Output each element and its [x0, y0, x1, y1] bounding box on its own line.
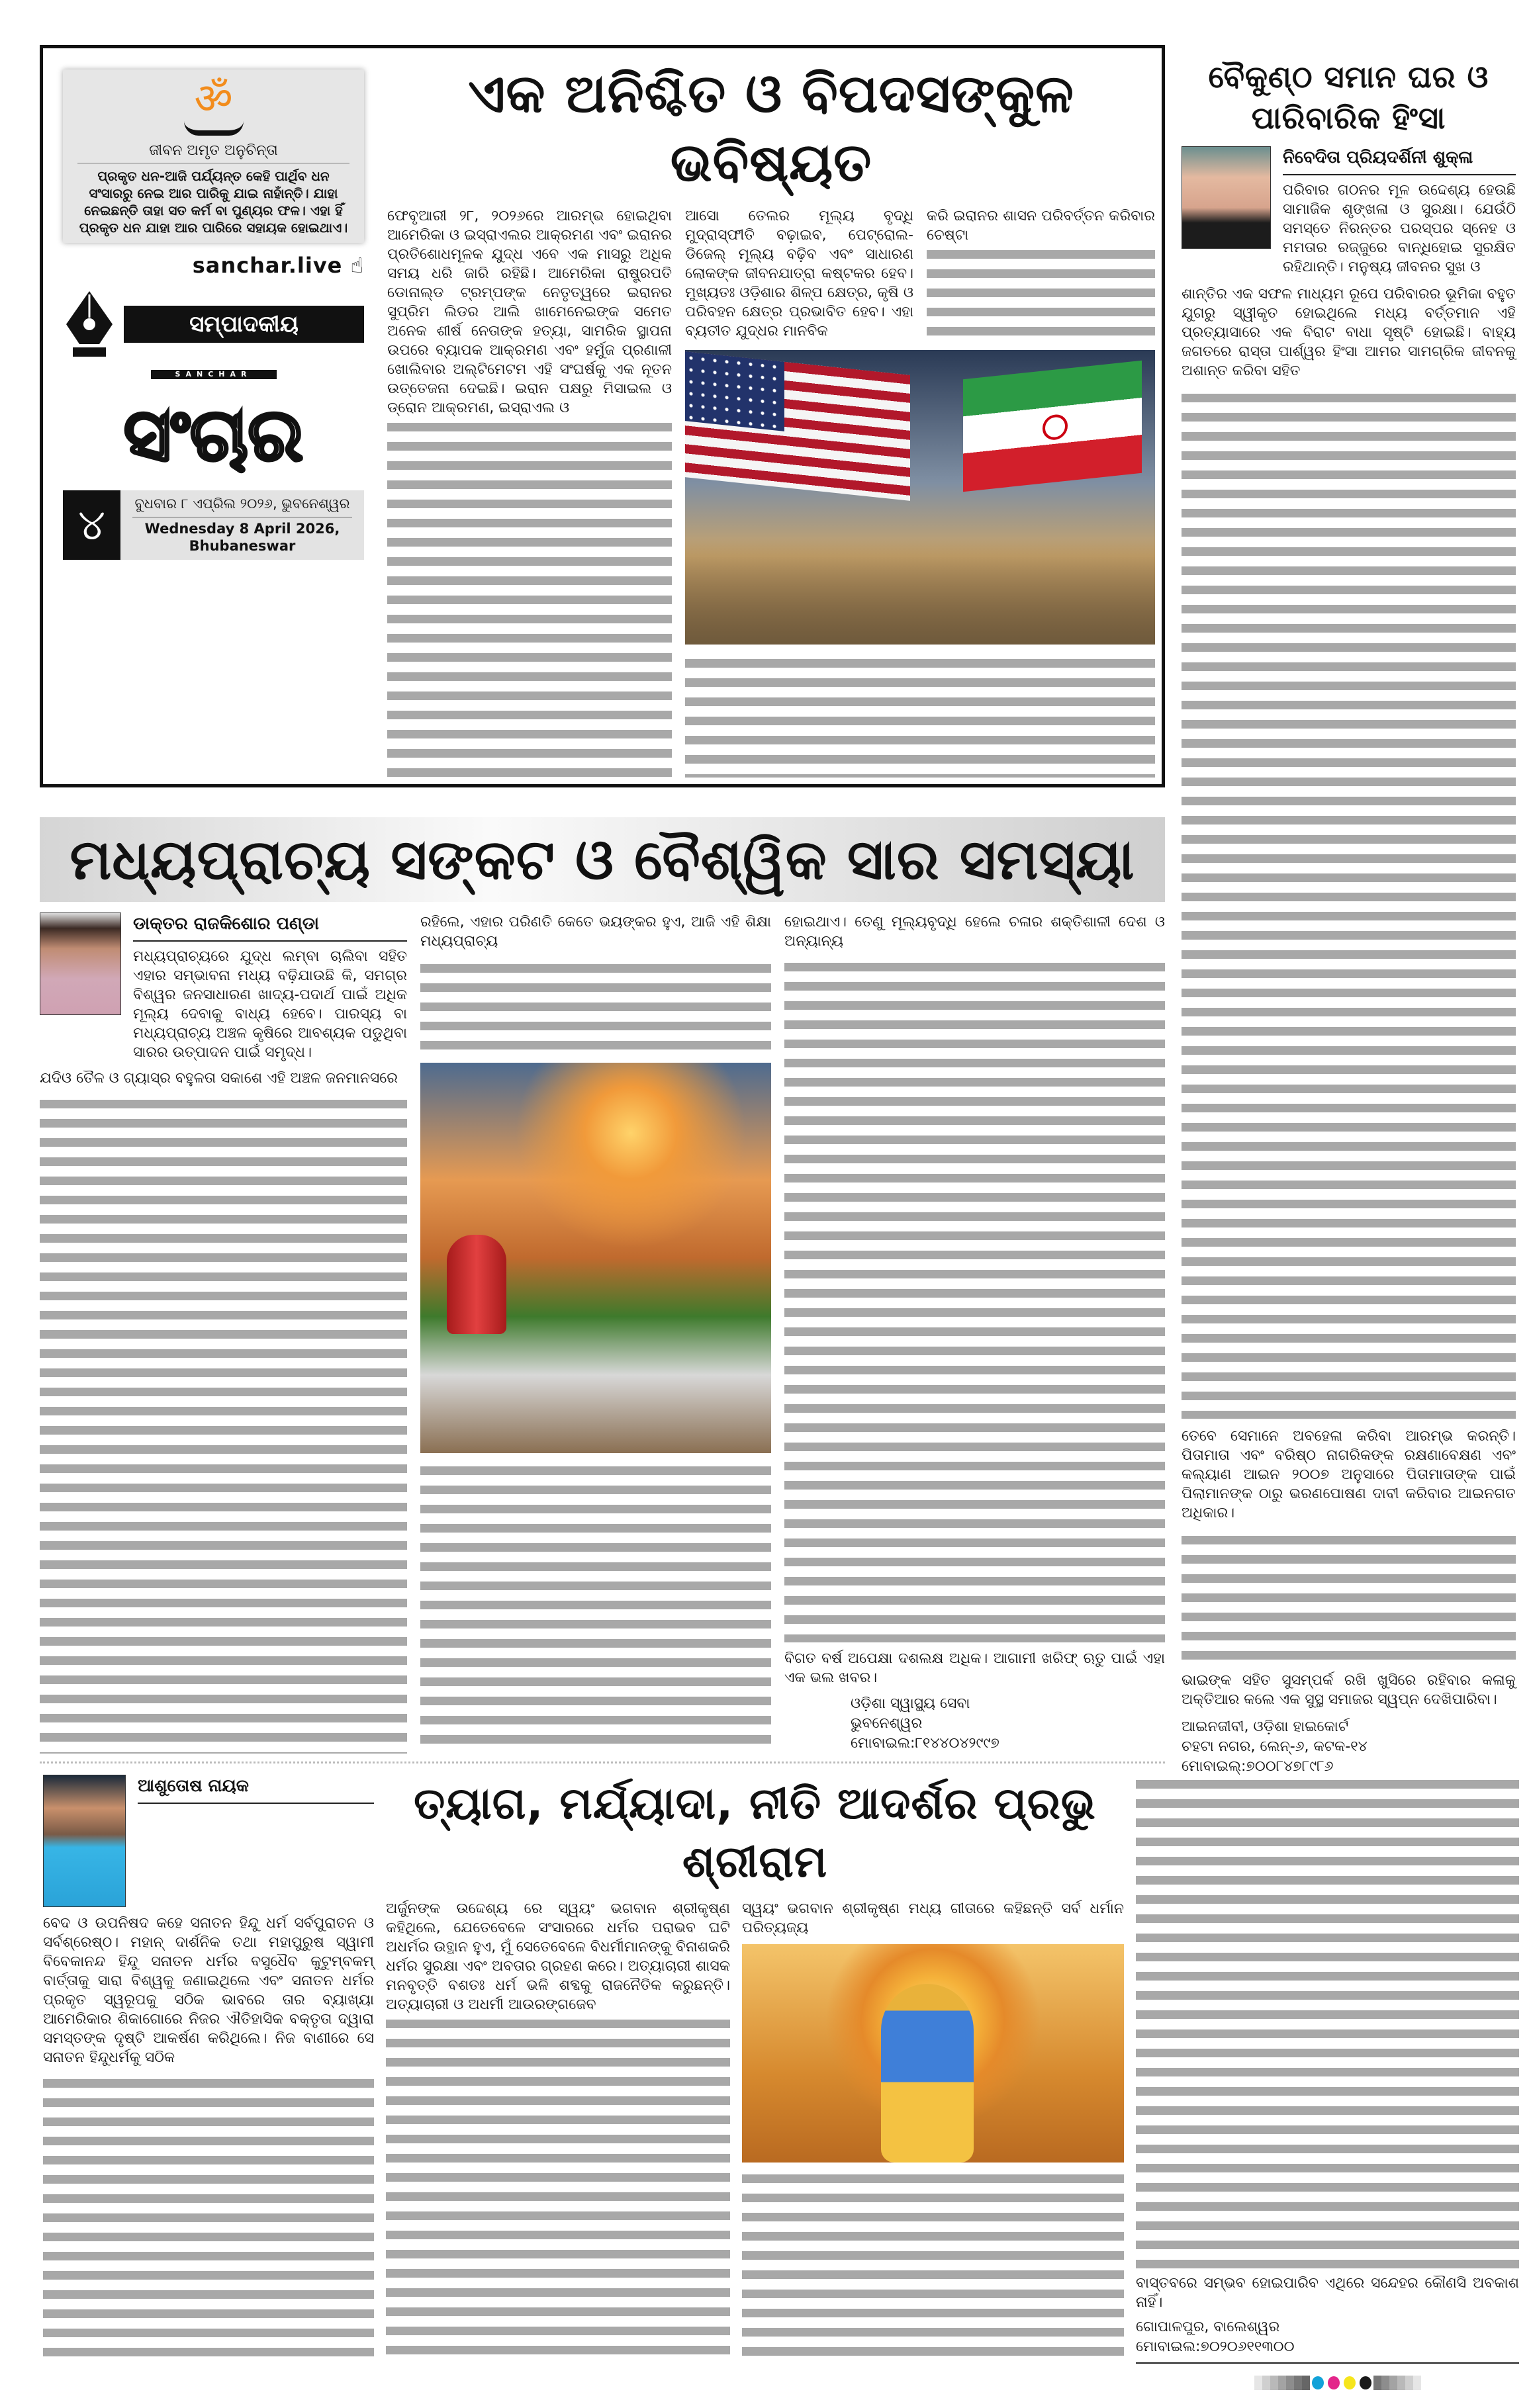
author-address: ଭୁବନେଶ୍ୱର [851, 1715, 923, 1732]
date-row [63, 490, 364, 560]
quote-text: ପ୍ରକୃତ ଧନ-ଆଜି ପର୍ଯ୍ୟନ୍ତ କେହି ପାର୍ଥିବ ଧନ ସଂସାରରୁ ନେଇ ଆର ପାରିକୁ ଯାଇ ନାହାଁନ୍ତି। ଯାହା ନେଇଛନ୍ତି ତାହା ସତ କର୍ମ ବା ପୁଣ୍ୟର ଫଳ। ଏହା ହିଁ ପ୍ରକୃତ ଧନ ଯାହା ଆର ପାରିରେ ସହାୟକ ହୋଇଥାଏ। [79, 168, 348, 236]
text-lines [386, 2014, 730, 2364]
yellow-dot [1344, 2376, 1356, 2389]
rama-intro-text: ବେଦ ଓ ଉପନିଷଦ କହେ ସନାତନ ହିନ୍ଦୁ ଧର୍ମ ସର୍ବପୁରାତନ ଓ ସର୍ବଶ୍ରେଷ୍ଠ। ମହାନ୍ ଦାର୍ଶନିକ ତଥା ମହାପୁରୁଷ ସ୍ୱାମୀ ବିବେକାନନ୍ଦ ହିନ୍ଦୁ ସନାତନ ଧର୍ମର ବସୁଧୈବ କୁଟୁମ୍ବକମ୍ ବାର୍ତ୍ତାକୁ ସାରା ବିଶ୍ୱକୁ ଜଣାଇଥିଲେ ଏବଂ ସନାତନ ଧର୍ମର ପ୍ରକୃତ ସ୍ୱରୂପକୁ ସଠିକ ଭାବରେ ତାର ବ୍ୟାଖ୍ୟା ଆମେରିକାର ଶିକାଗୋରେ ନିଜର ଐତିହାସିକ ବକ୍ତୃତା ଦ୍ୱାରା ସମସ୍ତଙ୍କ ଦୃଷ୍ଟି ଆକର୍ଷଣ କରିଥିଲେ। ନିଜ ବାଣୀରେ ସେ ସନାତନ ହିନ୍ଦୁଧର୍ମକୁ ସଠିକ [43, 1915, 374, 2066]
author-mobile: ମୋବାଇଲ:୮୧୪୪୦୪୨୯୯୭ [851, 1735, 999, 1752]
us-flag [685, 351, 910, 501]
rama-col2-text: ଅର୍ଜୁନଙ୍କ ଉଦ୍ଦେଶ୍ୟ ରେ ସ୍ୱୟଂ ଭଗବାନ ଶ୍ରୀକୃଷ୍ଣ କହିଥିଲେ, ଯେତେବେଳେ ସଂସାରରେ ଧର୍ମର ପରାଭବ ଘଟି ଅଧର୍ମର ଉତ୍ଥାନ ହୁଏ, ମୁଁ ସେତେବେଳେ ବିଧର୍ମୀମାନଙ୍କୁ ବିନାଶକରି ଧର୍ମର ସୁରକ୍ଷା ଏବଂ ଅବତାର ଗ୍ରହଣ କରେ। ଅତ୍ୟାଚାରୀ ଶାସକ ମନବୃତ୍ତି ବଶତଃ ଧର୍ମ ଭଳି ଶବ୍ଦକୁ ରାଜନୈତିକ କରୁଛନ୍ତି। ଅତ୍ୟାଚାରୀ ଓ ଅଧର୍ମୀ ଆଉରଙ୍ଗଜେବ [386, 1900, 730, 2013]
fertilizer-industry-image [420, 1063, 771, 1453]
rama-column-3 [742, 1899, 1124, 2364]
rama-column-4 [1136, 1775, 1519, 2364]
fertilizer-col3-text: ହୋଇଥାଏ। ତେଣୁ ମୂଲ୍ୟବୃଦ୍ଧି ହେଲେ ଚଳାର ଶକ୍ତିଶାଳୀ ଦେଶ ଓ ଅନ୍ୟାନ୍ୟ [784, 914, 1165, 950]
quote-title: ଜୀବନ ଅମୃତ ଅନୁଚିନ୍ତା [77, 141, 349, 163]
family-article-body-text: ଶାନ୍ତିର ଏକ ସଫଳ ମାଧ୍ୟମ ରୂପେ ପରିବାରର ଭୂମିକା ବହୁତ ଯୁଗରୁ ସ୍ୱୀକୃତ ହୋଇଥିଲେ ମଧ୍ୟ ବର୍ତ୍ତମାନ ଏହି ପ୍ରତ୍ୟାସାରେ ଏକ ବିରାଟ ବାଧା ସୃଷ୍ଟି ହୋଇଛି। ବାହ୍ୟ ଜଗତରେ ରାସ୍ତା ପାର୍ଶ୍ୱର ହିଂସା ଆମର ସାମଗ୍ରିକ ଜୀବନକୁ ଅଶାନ୍ତ କରିବା ସହିତ [1182, 286, 1516, 379]
pointer-hand-icon: ☝ [350, 253, 364, 278]
masthead-logo: ସଂଚାର [123, 392, 304, 477]
sidebar [63, 69, 364, 774]
iran-flag [963, 361, 1142, 492]
section-label-editorial: ସମ୍ପାଦକୀୟ [124, 306, 364, 343]
author-address: ଗୋପାଳପୁର, ବାଲେଶ୍ୱର [1136, 2319, 1280, 2335]
rama-article-headline: ତ୍ୟାଗ, ମର୍ଯ୍ୟାଦା, ନୀତି ଆଦର୍ଶର ପ୍ରଭୁ ଶ୍ରୀରାମ [414, 1778, 1096, 1887]
author-photo-ashutosh [43, 1775, 126, 1907]
fertilizer-article-headline: ମଧ୍ୟପ୍ରାଚ୍ୟ ସଙ୍କଟ ଓ ବୈଶ୍ୱିକ ସାର ସମସ୍ୟା [70, 827, 1135, 892]
editorial-label-row [63, 288, 364, 361]
text-lines [1182, 388, 1516, 1419]
rama-center [386, 1775, 1124, 2364]
fertilizer-col1-text: ଯଦିଓ ତୈଳ ଓ ଗ୍ୟାସ୍‌ର ବହୁଳତା ସକାଶେ ଏହି ଅଞ୍ଚଳ ଜନମାନସରେ [40, 1070, 398, 1087]
rama-column-2 [386, 1899, 730, 2364]
editorial-article [387, 60, 1155, 778]
fertilizer-columns [40, 913, 1165, 1754]
editorial-columns [387, 206, 1155, 778]
author-title: ଆଇନଜୀବୀ, ଓଡ଼ିଶା ହାଇକୋର୍ଟ [1182, 1718, 1349, 1735]
fertilizer-article-closing: ବିଗତ ବର୍ଷ ଅପେକ୍ଷା ଦଶଲକ୍ଷ ଅଧିକ। ଆଗାମୀ ଖରିଫ୍ ଋତୁ ପାଇଁ ଏହା ଏକ ଭଲ ଖବର। [784, 1650, 1165, 1686]
text-lines [927, 245, 1155, 341]
fertilizer-col2-text: ରହିଲେ, ଏହାର ପରିଣତି କେତେ ଭୟଙ୍କର ହୁଏ, ଆଜି ଏହି ଶିକ୍ଷା ମଧ୍ୟପ୍ରାଚ୍ୟ [420, 914, 771, 950]
text-lines [387, 418, 672, 778]
family-author-row [1182, 146, 1516, 277]
military-vehicles [685, 539, 1155, 645]
website-text: sanchar.live [192, 253, 343, 278]
author-photo-nibedita [1182, 146, 1271, 249]
date-odia: ବୁଧବାର ୮ ଏପ୍ରିଲ ୨୦୨୬, ଭୁବନେଶ୍ୱର [132, 494, 352, 517]
cyan-dot [1312, 2376, 1324, 2389]
family-article-closing: ଭାଇଙ୍କ ସହିତ ସୁସମ୍ପର୍କ ରଖି ଖୁସିରେ ରହିବାର କଳାକୁ ଅକ୍ତିଆର କଲେ ଏକ ସୁସ୍ଥ ସମାଜର ସ୍ୱପ୍ନ ଦେଖିପାରିବା। [1182, 1672, 1516, 1708]
daily-quote-box [63, 69, 364, 243]
lord-rama-image [742, 1944, 1124, 2163]
fertilizer-author-block [133, 913, 407, 1062]
editorial-headline: ଏକ ଅନିଶ୍ଚିତ ଓ ବିପଦସଙ୍କୁଳ ଭବିଷ୍ୟତ [468, 63, 1074, 193]
editorial-col2-text: ଆସୋ ତେଲର ମୂଲ୍ୟ ବୃଦ୍ଧି ମୁଦ୍ରାସ୍ଫୀତି ବଢ଼ାଇବ, ପେଟ୍ରୋଲ-ଡିଜେଲ୍ ମୂଲ୍ୟ ବଢ଼ିବ ଏବଂ ସାଧାରଣ ଲୋକଙ୍କ ଜୀବନଯାତ୍ରା କଷ୍ଟକର ହେବ। ମୁଖ୍ୟତଃ ଓଡ଼ିଶାର ଶିଳ୍ପ କ୍ଷେତ୍ର, କୃଷି ଓ ପରିବହନ କ୍ଷେତ୍ର ପ୍ରଭାବିତ ହେବ। ଏହା ବ୍ୟତୀତ ଯୁଦ୍ଧର ମାନବିକ [685, 208, 913, 339]
website-link[interactable] [63, 252, 364, 279]
fertilizer-author-row [40, 913, 407, 1062]
date-box [120, 490, 364, 560]
black-dot [1360, 2376, 1371, 2389]
fertilizer-article-intro: ମଧ୍ୟପ୍ରାଚ୍ୟରେ ଯୁଦ୍ଧ ଲମ୍ବା ଚାଲିବା ସହିତ ଏହାର ସମ୍ଭାବନା ମଧ୍ୟ ବଢ଼ିଯାଉଛି କି, ସମଗ୍ର ବିଶ୍ୱର ଜନସାଧାରଣ ଖାଦ୍ୟ-ପଦାର୍ଥ ପାଇଁ ଅଧିକ ମୂଲ୍ୟ ଦେବାକୁ ବାଧ୍ୟ ହେବେ। ପାରସ୍ୟ ବା ମଧ୍ୟପ୍ରାଚ୍ୟ ଅଞ୍ଚଳ କୃଷିରେ ଆବଶ୍ୟକ ପଡୁଥିବା ସାରର ଉତ୍ପାଦନ ପାଇଁ ସମୃଦ୍ଧ। [133, 948, 407, 1061]
editorial-columns-bottom [685, 654, 1155, 778]
rama-column-1 [43, 1775, 374, 2364]
family-article-author: ନିବେଦିତା ପ୍ରିୟଦର୍ଶିନୀ ଶୁକ୍ଳା [1283, 146, 1516, 175]
family-article-body-2: ତେବେ ସେମାନେ ଅବହେଳା କରିବା ଆରମ୍ଭ କରନ୍ତି। ପିତାମାତା ଏବଂ ବରିଷ୍ଠ ନାଗରିକଙ୍କ ରକ୍ଷଣାବେକ୍ଷଣ ଏବଂ କଲ୍ୟାଣ ଆଇନ ୨୦୦୭ ଅନୁସାରେ ପିତାମାତାଙ୍କ ପାଇଁ ପିଲାମାନଙ୍କ ଠାରୁ ଭରଣପୋଷଣ ଦାବୀ କରିବାର ଆଇନଗତ ଅଧିକାର। [1182, 1428, 1516, 1521]
masthead-latin: SANCHAR [151, 370, 277, 379]
fertilizer-article-author: ଡାକ୍ତର ରାଜକିଶୋର ପଣ୍ଡା [133, 913, 407, 942]
text-lines [420, 959, 771, 1055]
fertilizer-column-3 [784, 913, 1165, 1754]
editorial-col3-text: କରି ଇରାନର ଶାସନ ପରିବର୍ତ୍ତନ କରିବାର ଚେଷ୍ଟା [927, 208, 1155, 244]
author-photo-rajkishore [40, 913, 121, 1015]
family-article-signature [1182, 1717, 1516, 1777]
family-article-intro: ପରିବାର ଗଠନର ମୂଳ ଉଦ୍ଦେଶ୍ୟ ହେଉଛି ସାମାଜିକ ଶୃଙ୍ଖଳା ଓ ସୁରକ୍ଷା। ଯେଉଁଠି ସମସ୍ତେ ନିରନ୍ତର ପରସ୍ପର ସ୍ନେହ ଓ ମମତାର ରଜ୍ଜୁରେ ବାନ୍ଧିହୋଇ ସୁରକ୍ଷିତ ରହିଥାନ୍ତି। ମନୁଷ୍ୟ ଜୀବନର ସୁଖ ଓ [1283, 182, 1516, 275]
text-lines [784, 958, 1165, 1642]
author-mobile: ମୋବାଇଲ୍:୭୦୦୮୪୭୮୯୮୬ [1182, 1758, 1334, 1775]
gas-cylinder [447, 1235, 506, 1334]
editorial-right-area [685, 206, 1155, 778]
author-address: ଚହଟା ନଗର, ଲେନ୍-୬, କଟକ-୧୪ [1182, 1738, 1368, 1755]
section-divider [40, 1761, 1165, 1764]
text-lines [43, 2074, 374, 2364]
fertilizer-column-1 [40, 913, 407, 1754]
rama-figure [881, 1984, 974, 2163]
family-article [1182, 56, 1516, 1777]
editorial-col1-text: ଫେବୃଆରୀ ୨୮, ୨୦୨୬ରେ ଆରମ୍ଭ ହୋଇଥିବା ଆମେରିକା ଓ ଇସ୍ରାଏଲର ଆକ୍ରମଣ ଏବଂ ଇରାନର ପ୍ରତିଶୋଧମୂଳକ ଯୁଦ୍ଧ ଏବେ ଏକ ମାସରୁ ଅଧିକ ସମୟ ଧରି ଜାରି ରହିଛି। ଆମେରିକା ରାଷ୍ଟ୍ରପତି ଡୋନାଲ୍ଡ ଟ୍ରମ୍ପଙ୍କ ନେତୃତ୍ୱରେ ଇରାନର ସୁପ୍ରିମ ଲିଡର ଆଲି ଖାମେନେଇଙ୍କ ସମେତ ଅନେକ ଶୀର୍ଷ ନେତାଙ୍କ ହତ୍ୟା, ସାମରିକ ସ୍ଥାପନା ଉପରେ ବ୍ୟାପକ ଆକ୍ରମଣ ଏବଂ ହର୍ମୁଜ ପ୍ରଣାଳୀ ଖୋଲିବାର ଅଲ୍ଟିମେଟମ ଏହି ସଂଘର୍ଷକୁ ଏକ ନୂତନ ଉତ୍ତେଜନା ଦେଇଛି। ଇରାନ ପକ୍ଷରୁ ମିସାଇଲ ଓ ଡ୍ରୋନ ଆକ୍ରମଣ, ଇସ୍ରାଏଲ ଓ [387, 208, 672, 416]
fertilizer-article [40, 817, 1165, 1754]
text-lines [742, 2169, 1124, 2364]
editorial-column-3-top [927, 206, 1155, 341]
rama-article-closing: ବାସ୍ତବରେ ସମ୍ଭବ ହୋଇପାରିବ ଏଥିରେ ସନ୍ଦେହର କୌଣସି ଅବକାଶ ନାହିଁ। [1136, 2275, 1519, 2311]
fertilizer-column-2 [420, 913, 771, 1754]
text-lines [1136, 1775, 1519, 2268]
text-lines [1182, 1531, 1516, 1663]
magenta-dot [1328, 2376, 1340, 2389]
rama-author-row [43, 1775, 374, 1907]
headline-band [40, 817, 1165, 902]
editorial-column-1 [387, 206, 672, 778]
fertilizer-article-signature [784, 1694, 1165, 1754]
author-mobile: ମୋବାଇଲ:୭୦୨୦୬୧୧୩୦୦ [1136, 2339, 1295, 2355]
print-registration-marks [1254, 2376, 1421, 2390]
family-article-headline: ବୈକୁଣ୍ଠ ସମାନ ଘର ଓ ପାରିବାରିକ ହିଂସା [1208, 59, 1489, 136]
rama-col3-text: ସ୍ୱୟଂ ଭଗବାନ ଶ୍ରୀକୃଷ୍ଣ ମଧ୍ୟ ଗୀତାରେ କହିଛନ୍ତି ସର୍ବ ଧର୍ମାନ ପରିତ୍ୟଜ୍ୟ [742, 1900, 1124, 1936]
footer-rule [1136, 2362, 1519, 2364]
us-iran-conflict-image [685, 350, 1155, 645]
family-author-block [1283, 146, 1516, 277]
author-title: ଓଡ଼ିଶା ସ୍ୱାସ୍ଥ୍ୟ ସେବା [851, 1695, 970, 1712]
rama-center-columns [386, 1899, 1124, 2364]
rama-article-author: ଆଶୁତୋଷ ନାୟକ [138, 1775, 374, 1804]
editorial-top-columns [685, 206, 1155, 341]
date-english: Wednesday 8 April 2026, Bhubaneswar [144, 521, 340, 554]
om-icon: ॐ [194, 75, 233, 124]
pen-nib-icon [63, 288, 116, 361]
text-lines [40, 1094, 407, 1754]
rama-author-block [138, 1775, 374, 1907]
text-lines [420, 1461, 771, 1754]
page-number: ୪ [63, 490, 120, 560]
rama-article [43, 1775, 1519, 2364]
rama-article-signature [1136, 2317, 1519, 2357]
